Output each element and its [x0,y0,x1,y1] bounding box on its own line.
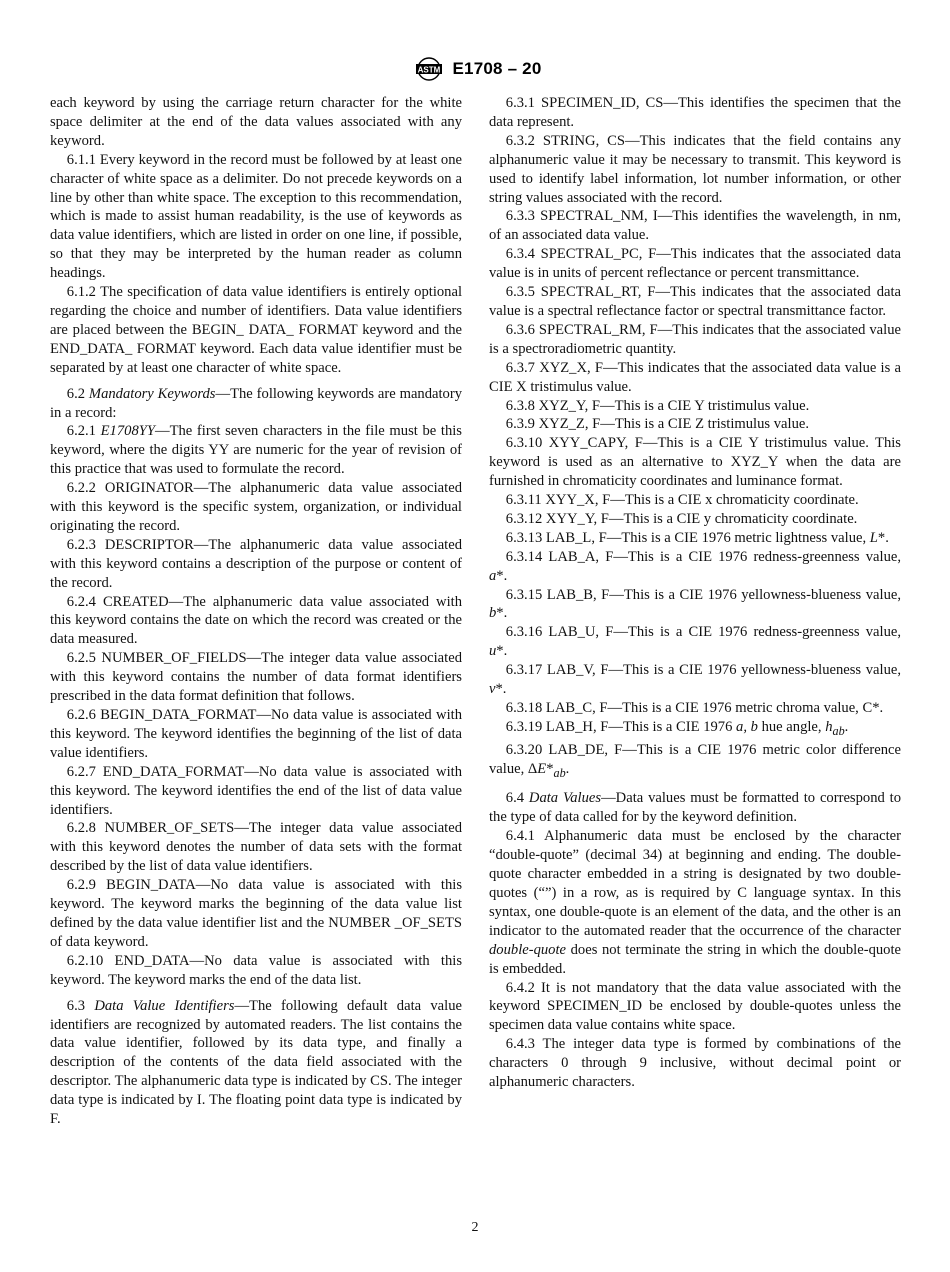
symbol: b [489,605,497,622]
paragraph-6-3-13: 6.3.13 LAB_L, F—This is a CIE 1976 metric lightness value, L*. [505,529,889,546]
left-column [50,94,462,1129]
section-text: —The following keywords are mandatory in a record: [50,385,463,421]
paragraph-6-3-9: 6.3.9 XYZ_Z, F—This is a CIE Z tristimulus value. [505,416,809,433]
paragraph-6-4 [489,789,901,827]
paragraph-6-2-6: 6.2.6 BEGIN_DATA_FORMAT—No data value is associated with this keyword. The keyword identifies the beginning of the list of data value identifiers. [50,707,462,761]
symbol: a, b [736,718,758,735]
paragraph-6-3-8: 6.3.8 XYZ_Y, F—This is a CIE Y tristimulus value. [505,397,810,414]
paragraph-6-3-5: 6.3.5 SPECTRAL_RT, F—This indicates that the associated data value is a spectral reflectance factor or spectral transmittance factor. [489,284,901,319]
paragraph-6-3-15: 6.3.15 LAB_B, F—This is a CIE 1976 yellowness-blueness value, b*. [489,586,901,622]
paragraph-6-2-4: 6.2.4 CREATED—The alphanumeric data value associated with this keyword contains the date on which the record was created or the data measured. [50,593,462,648]
paragraph-6-3-7: 6.3.7 XYZ_X, F—This indicates that the associated data value is a CIE X tristimulus value. [489,359,901,395]
page-header [0,56,950,82]
subscript: ab [553,765,566,780]
section-number: 6.4 [505,790,525,807]
paragraph-6-4-3: 6.4.3 The integer data type is formed by combinations of the characters 0 through 9 inclusive, without decimal point or alphanumeric characters. [489,1036,901,1091]
paragraph-6-2 [50,385,462,423]
paragraph-6-3 [50,997,462,1129]
section-text: —The following default data value identifiers are recognized by automated readers. The list contains the data value identifier, followed by its data type, and finally a description of the contents of the data field associated with the descriptor. The alphanumeric data type is indicated by CS. The integer data type is indicated by I. The floating point data type is indicated by F. [50,997,462,1128]
section-heading: Data Values [528,790,602,807]
paragraph-6-2-3: 6.2.3 DESCRIPTOR—The alphanumeric data value associated with this keyword contains a description of the purpose or content of the record. [50,536,462,591]
paragraph-6-4-2: 6.4.2 It is not mandatory that the data value associated with the keyword SPECIMEN_ID be enclosed by double-quotes unless the specimen data value contains white space. [489,979,901,1034]
section-number: 6.2.1 [66,423,96,440]
right-column [489,94,901,1092]
paragraph-6-3-20: 6.3.20 LAB_DE, F—This is a CIE 1976 metric color difference value, $\Delta E*_{ab}$. [489,741,901,780]
document-id: E1708 – 20 [452,59,542,78]
paragraph-6-2-9: 6.2.9 BEGIN_DATA—No data value is associated with this keyword. The keyword marks the beginning of the data value list defined by the data value identifier list and the NUMBER _OF_SETS of data keyword. [50,877,462,950]
paragraph-6-3-19: 6.3.19 LAB_H, F—This is a CIE 1976 a, b hue angle, $h_{ab}$. [505,718,849,738]
paragraph-6-3-6: 6.3.6 SPECTRAL_RM, F—This indicates that the associated value is a spectroradiometric quantity. [489,321,901,357]
paragraph-6-1-2: 6.1.2 The specification of data value identifiers is entirely optional regarding the choice and number of identifiers. Data value identifiers are placed between the BEGIN_ DATA_ FORMAT keyword and the END_DATA_ FORMAT keyword. Each data value identifier must be separated by at least one character of white space. [50,284,462,376]
paragraph-6-2-10: 6.2.10 END_DATA—No data value is associated with this keyword. The keyword marks the end of the data list. [50,952,462,988]
paragraph-continuation: each keyword by using the carriage return character for the white space delimiter at the end of the data values associated with any keyword. [50,95,462,149]
section-text: —The first seven characters in the file must be this keyword, where the digits YY are numeric for the year of revision of this practice that was used to formulate the record. [50,423,462,478]
paragraph-6-3-11: 6.3.11 XYY_X, F—This is a CIE x chromaticity coordinate. [505,492,859,509]
paragraph-6-2-8: 6.2.8 NUMBER_OF_SETS—The integer data value associated with this keyword denotes the number of data sets with the format described by the list of data value identifiers. [50,820,462,875]
paragraph-6-3-2: 6.3.2 STRING, CS—This indicates that the field contains any alphanumeric value it may be necessary to transmit. This keyword is used to identify label information, lot number information, or other string values associated with the record. [489,132,901,206]
paragraph-6-2-5: 6.2.5 NUMBER_OF_FIELDS—The integer data value associated with this keyword contains the number of data format identifiers prescribed in the data format definition that follows. [50,650,462,705]
section-text: —Data values must be formatted to correspond to the type of data called for by the keyword definition. [489,790,902,826]
paragraph-6-3-12: 6.3.12 XYY_Y, F—This is a CIE y chromaticity coordinate. [505,510,858,527]
paragraph-6-1-1: 6.1.1 Every keyword in the record must be followed by at least one character of white space as a delimiter. Do not precede keywords on a line by other than white space. The exception to this recommendation, which is made to assist human readability, is the use of keywords as data value identifiers, which are listed in order on one line, if possible, so that they may be interpreted by the human reader as column headings. [50,151,462,282]
paragraph-6-3-18: 6.3.18 LAB_C, F—This is a CIE 1976 metric chroma value, C*. [505,700,884,716]
paragraph-6-3-4: 6.3.4 SPECTRAL_PC, F—This indicates that the associated data value is in units of percent reflectance or percent transmittance. [489,246,901,282]
emphasis: double-quote [489,941,567,958]
paragraph-6-2-1 [50,422,462,479]
symbol: E [537,760,547,777]
subscript: ab [832,723,845,738]
symbol: h [825,718,833,735]
symbol: v [489,681,496,698]
paragraph-6-3-3: 6.3.3 SPECTRAL_NM, I—This identifies the wavelength, in nm, of an associated data value. [489,208,901,244]
section-heading: Mandatory Keywords [88,385,216,402]
page-number: 2 [471,1220,479,1235]
symbol: L [869,529,878,546]
symbol: a [489,567,497,584]
paragraph-6-4-1: 6.4.1 Alphanumeric data must be enclosed by the character “double-quote” (decimal 34) at beginning and ending. The double-quote character embedded in a string is designated by two double-quotes (“”) in a row, as is required by C language syntax. In this syntax, one double-quote is an element of the data, and the other is an indicator to the automated reader that the occurrence of the character double-quote does not terminate the string in which the double-quote is embedded. [489,828,901,977]
astm-logo-text: ASTM [417,65,440,75]
astm-logo-icon [409,57,449,81]
paragraph-6-2-7: 6.2.7 END_DATA_FORMAT—No data value is associated with this keyword. The keyword identifies the end of the list of data value identifiers. [50,763,462,818]
paragraph-6-3-14: 6.3.14 LAB_A, F—This is a CIE 1976 redness-greenness value, a*. [489,548,901,584]
section-number: 6.2 [66,385,86,402]
paragraph-6-3-17: 6.3.17 LAB_V, F—This is a CIE 1976 yellowness-blueness value, v*. [489,662,901,698]
section-number: 6.3 [66,997,86,1014]
section-heading: Data Value Identifiers [94,997,235,1014]
symbol: u [489,643,497,660]
paragraph-6-3-16: 6.3.16 LAB_U, F—This is a CIE 1976 redness-greenness value, u*. [489,624,901,660]
paragraph-6-3-10: 6.3.10 XYY_CAPY, F—This is a CIE Y tristimulus value. This keyword is used as an alternative to XYZ_Y when the data are furnished in chromaticity coordinates and luminance format. [489,435,901,490]
section-heading: E1708YY [100,423,155,440]
paragraph-6-3-1: 6.3.1 SPECIMEN_ID, CS—This identifies the specimen that the data represent. [489,95,901,130]
paragraph-6-2-2: 6.2.2 ORIGINATOR—The alphanumeric data value associated with this keyword is the specific system, organization, or individual originating the record. [50,480,462,534]
